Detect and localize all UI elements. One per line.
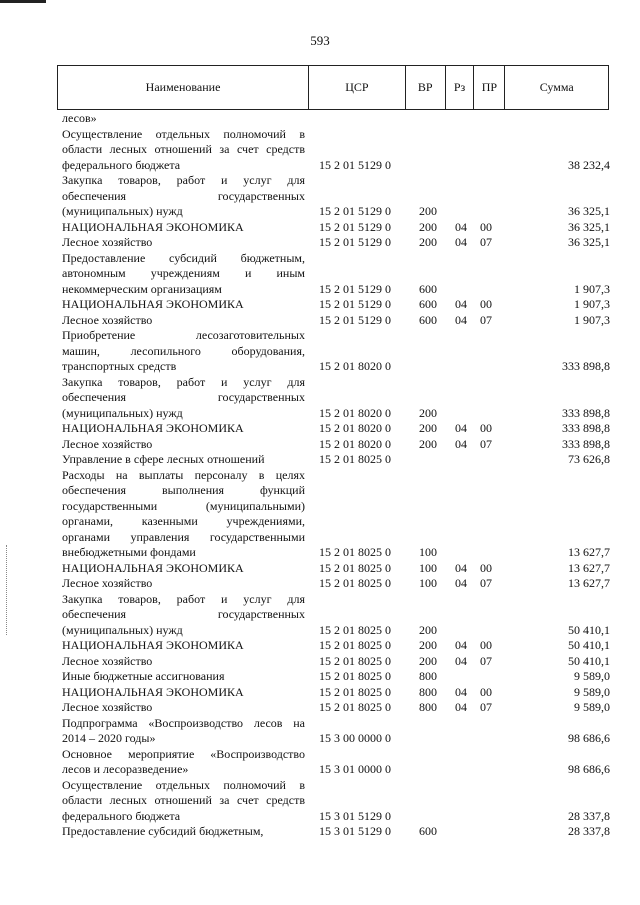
row-name-line: Закупка товаров, работ и услуг для <box>62 591 305 606</box>
row-vr: 600 <box>419 281 437 296</box>
row-name <box>62 328 305 375</box>
row-name-line: НАЦИОНАЛЬНАЯ ЭКОНОМИКА <box>62 638 244 652</box>
header-pr: ПР <box>474 66 505 109</box>
row-name-line: (муниципальных) нужд <box>62 204 183 218</box>
row-pr: 07 <box>480 235 492 249</box>
row-name <box>62 592 305 639</box>
row-name-line: органами управления государственными <box>62 529 305 544</box>
row-sum: 13 627,7 <box>568 576 610 590</box>
row-vr: 600 <box>419 297 437 311</box>
row-rz: 04 <box>455 235 467 249</box>
row-csr: 15 2 01 5129 0 <box>319 157 391 172</box>
row-name <box>62 747 305 778</box>
table-row <box>62 778 610 825</box>
table-row <box>62 173 610 220</box>
row-pr: 00 <box>480 638 492 652</box>
row-name <box>62 824 305 840</box>
row-name-line: Осуществление отдельных полномочий в <box>62 126 305 141</box>
table-row <box>62 421 610 437</box>
table-row <box>62 235 610 251</box>
row-sum: 50 410,1 <box>568 638 610 652</box>
row-pr: 07 <box>480 436 492 451</box>
row-rz: 04 <box>455 436 467 451</box>
row-sum: 28 337,8 <box>568 808 610 823</box>
row-name-line: Лесное хозяйство <box>62 436 153 451</box>
row-name-line: Закупка товаров, работ и услуг для <box>62 173 305 187</box>
header-rz: Рз <box>446 66 475 109</box>
row-rz: 04 <box>455 653 467 668</box>
table-row <box>62 251 610 298</box>
row-pr: 00 <box>480 560 492 575</box>
row-csr: 15 2 01 8025 0 <box>319 669 391 683</box>
row-name-line: автономным учреждениям и иным <box>62 266 305 280</box>
row-pr: 00 <box>480 421 492 435</box>
row-name <box>62 437 305 453</box>
table-row <box>62 654 610 670</box>
row-csr: 15 2 01 8020 0 <box>319 405 391 420</box>
row-csr: 15 2 01 8025 0 <box>319 452 391 466</box>
row-pr: 07 <box>480 576 492 590</box>
row-sum: 9 589,0 <box>574 669 610 683</box>
row-pr: 07 <box>480 312 492 327</box>
row-csr: 15 2 01 5129 0 <box>319 219 391 234</box>
row-name-line: НАЦИОНАЛЬНАЯ ЭКОНОМИКА <box>62 219 244 234</box>
row-name-line: Подпрограмма «Воспроизводство лесов на <box>62 715 305 730</box>
row-sum: 333 898,8 <box>562 421 610 435</box>
row-name <box>62 468 305 561</box>
row-csr: 15 2 01 5129 0 <box>319 297 391 311</box>
row-csr: 15 2 01 8025 0 <box>319 684 391 699</box>
row-name <box>62 375 305 422</box>
row-sum: 98 686,6 <box>568 762 610 776</box>
row-csr: 15 2 01 8025 0 <box>319 638 391 652</box>
row-csr: 15 3 01 5129 0 <box>319 824 391 838</box>
row-csr: 15 2 01 8025 0 <box>319 545 391 559</box>
row-name-line: обеспечения выполнения функций <box>62 483 305 497</box>
row-name-line: Закупка товаров, работ и услуг для <box>62 374 305 389</box>
row-name-line: Осуществление отдельных полномочий в <box>62 777 305 792</box>
row-name-line: Управление в сфере лесных отношений <box>62 452 265 466</box>
row-name <box>62 638 305 654</box>
row-csr: 15 2 01 5129 0 <box>319 235 391 249</box>
table-row <box>62 592 610 639</box>
row-name-line: Лесное хозяйство <box>62 235 153 249</box>
table-row <box>62 111 610 127</box>
row-csr: 15 3 01 5129 0 <box>319 808 391 823</box>
row-name-line: федерального бюджета <box>62 808 181 823</box>
row-name-line: НАЦИОНАЛЬНАЯ ЭКОНОМИКА <box>62 421 244 435</box>
row-name-line: обеспечения государственных <box>62 390 305 404</box>
row-csr: 15 2 01 8025 0 <box>319 576 391 590</box>
row-vr: 100 <box>419 560 437 575</box>
row-name <box>62 685 305 701</box>
row-rz: 04 <box>455 312 467 327</box>
table-row <box>62 747 610 778</box>
row-name <box>62 220 305 236</box>
table-row <box>62 685 610 701</box>
row-csr: 15 2 01 8025 0 <box>319 700 391 714</box>
row-name-line: внебюджетными фондами <box>62 545 196 559</box>
row-csr: 15 2 01 8020 0 <box>319 436 391 451</box>
row-rz: 04 <box>455 638 467 652</box>
row-name-line: (муниципальных) нужд <box>62 622 183 637</box>
row-name-line: Предоставление субсидий бюджетным, <box>62 250 305 265</box>
row-name <box>62 421 305 437</box>
corner-scan-mark <box>0 0 46 3</box>
row-csr: 15 3 01 0000 0 <box>319 762 391 776</box>
row-name-line: НАЦИОНАЛЬНАЯ ЭКОНОМИКА <box>62 297 244 311</box>
row-sum: 36 325,1 <box>568 219 610 234</box>
row-name-line: обеспечения государственных <box>62 607 305 621</box>
row-vr: 800 <box>419 684 437 699</box>
row-sum: 1 907,3 <box>574 281 610 296</box>
row-pr: 07 <box>480 700 492 714</box>
row-sum: 1 907,3 <box>574 297 610 311</box>
row-csr: 15 2 01 5129 0 <box>319 312 391 327</box>
row-csr: 15 2 01 5129 0 <box>319 204 391 218</box>
row-csr: 15 2 01 8020 0 <box>319 359 391 373</box>
row-name <box>62 716 305 747</box>
row-sum: 73 626,8 <box>568 452 610 466</box>
row-vr: 200 <box>419 235 437 249</box>
row-vr: 600 <box>419 312 437 327</box>
row-name-line: Лесное хозяйство <box>62 312 153 327</box>
row-name <box>62 654 305 670</box>
table-row <box>62 669 610 685</box>
row-name-line: Расходы на выплаты персоналу в целях <box>62 467 305 482</box>
table-row <box>62 220 610 236</box>
row-name-line: 2014 – 2020 годы» <box>62 731 156 745</box>
row-name-line: Иные бюджетные ассигнования <box>62 669 225 683</box>
table-body <box>62 111 610 840</box>
row-name <box>62 297 305 313</box>
row-vr: 200 <box>419 405 437 420</box>
row-name <box>62 700 305 716</box>
table-row <box>62 824 610 840</box>
row-name-line: НАЦИОНАЛЬНАЯ ЭКОНОМИКА <box>62 684 244 699</box>
row-sum: 28 337,8 <box>568 824 610 838</box>
row-rz: 04 <box>455 576 467 590</box>
row-csr: 15 2 01 8025 0 <box>319 653 391 668</box>
table-row <box>62 313 610 329</box>
row-sum: 1 907,3 <box>574 312 610 327</box>
table-row <box>62 700 610 716</box>
header-sum: Сумма <box>539 80 574 94</box>
table-row <box>62 468 610 561</box>
table-row <box>62 716 610 747</box>
row-name-line: Лесное хозяйство <box>62 653 153 668</box>
row-rz: 04 <box>455 421 467 435</box>
row-name-line: органами, казенными учреждениями, <box>62 514 305 528</box>
row-name <box>62 576 305 592</box>
row-name-line: области лесных отношений за счет средств <box>62 142 305 156</box>
row-name-line: Приобретение лесозаготовительных <box>62 328 305 342</box>
row-name-line: Предоставление субсидий бюджетным, <box>62 824 264 838</box>
header-vr: ВР <box>406 66 446 109</box>
header-name: Наименование <box>58 66 309 109</box>
row-vr: 200 <box>419 622 437 637</box>
row-sum: 333 898,8 <box>562 359 610 373</box>
row-name <box>62 127 305 174</box>
row-name <box>62 452 305 468</box>
table-row <box>62 437 610 453</box>
row-sum: 333 898,8 <box>562 405 610 420</box>
row-name <box>62 778 305 825</box>
row-vr: 800 <box>419 669 437 683</box>
table-row <box>62 561 610 577</box>
row-sum: 98 686,6 <box>568 731 610 745</box>
row-vr: 200 <box>419 421 437 435</box>
row-sum: 50 410,1 <box>568 653 610 668</box>
row-vr: 200 <box>419 204 437 218</box>
row-name-line: машин, лесопильного оборудования, <box>62 343 305 358</box>
row-sum: 50 410,1 <box>568 622 610 637</box>
row-name <box>62 111 305 127</box>
table-row <box>62 576 610 592</box>
row-vr: 200 <box>419 219 437 234</box>
table-row <box>62 127 610 174</box>
row-name-line: государственными (муниципальными) <box>62 498 305 513</box>
row-name-line: федерального бюджета <box>62 157 181 172</box>
row-name-line: области лесных отношений за счет средств <box>62 793 305 807</box>
page-number: 593 <box>310 33 330 48</box>
table-row <box>62 452 610 468</box>
row-rz: 04 <box>455 684 467 699</box>
row-vr: 100 <box>419 545 437 559</box>
row-name-line: лесов и лесоразведение» <box>62 762 189 776</box>
row-name <box>62 561 305 577</box>
row-csr: 15 2 01 8025 0 <box>319 560 391 575</box>
row-sum: 9 589,0 <box>574 700 610 714</box>
row-name <box>62 173 305 220</box>
row-rz: 04 <box>455 219 467 234</box>
row-sum: 13 627,7 <box>568 545 610 559</box>
row-name-line: обеспечения государственных <box>62 188 305 203</box>
row-rz: 04 <box>455 297 467 311</box>
row-sum: 13 627,7 <box>568 560 610 575</box>
row-pr: 00 <box>480 684 492 699</box>
row-pr: 07 <box>480 653 492 668</box>
row-vr: 100 <box>419 576 437 590</box>
row-name <box>62 251 305 298</box>
row-csr: 15 2 01 8025 0 <box>319 622 391 637</box>
row-csr: 15 2 01 8020 0 <box>319 421 391 435</box>
row-rz: 04 <box>455 700 467 714</box>
row-csr: 15 2 01 5129 0 <box>319 281 391 296</box>
binding-margin-dots <box>6 545 9 635</box>
row-pr: 00 <box>480 219 492 234</box>
row-name-line: некоммерческим организациям <box>62 281 222 296</box>
row-csr: 15 3 00 0000 0 <box>319 731 391 745</box>
row-pr: 00 <box>480 297 492 311</box>
row-name-line: (муниципальных) нужд <box>62 405 183 420</box>
row-name-line: Лесное хозяйство <box>62 700 153 714</box>
row-sum: 333 898,8 <box>562 436 610 451</box>
row-sum: 36 325,1 <box>568 235 610 249</box>
row-name-line: Основное мероприятие «Воспроизводство <box>62 746 305 761</box>
row-name-line: лесов» <box>62 111 97 125</box>
row-name <box>62 313 305 329</box>
row-name <box>62 235 305 251</box>
table-row <box>62 638 610 654</box>
row-vr: 200 <box>419 436 437 451</box>
table-row <box>62 375 610 422</box>
row-sum: 38 232,4 <box>568 157 610 172</box>
table-row <box>62 328 610 375</box>
row-name-line: Лесное хозяйство <box>62 576 153 590</box>
row-vr: 200 <box>419 638 437 652</box>
row-name <box>62 669 305 685</box>
header-csr: ЦСР <box>309 66 406 109</box>
row-vr: 800 <box>419 700 437 714</box>
table-row <box>62 297 610 313</box>
table-header <box>57 65 609 110</box>
row-name-line: НАЦИОНАЛЬНАЯ ЭКОНОМИКА <box>62 560 244 575</box>
row-rz: 04 <box>455 560 467 575</box>
row-name-line: транспортных средств <box>62 359 177 373</box>
row-vr: 200 <box>419 653 437 668</box>
row-sum: 9 589,0 <box>574 684 610 699</box>
row-sum: 36 325,1 <box>568 204 610 218</box>
row-vr: 600 <box>419 824 437 838</box>
